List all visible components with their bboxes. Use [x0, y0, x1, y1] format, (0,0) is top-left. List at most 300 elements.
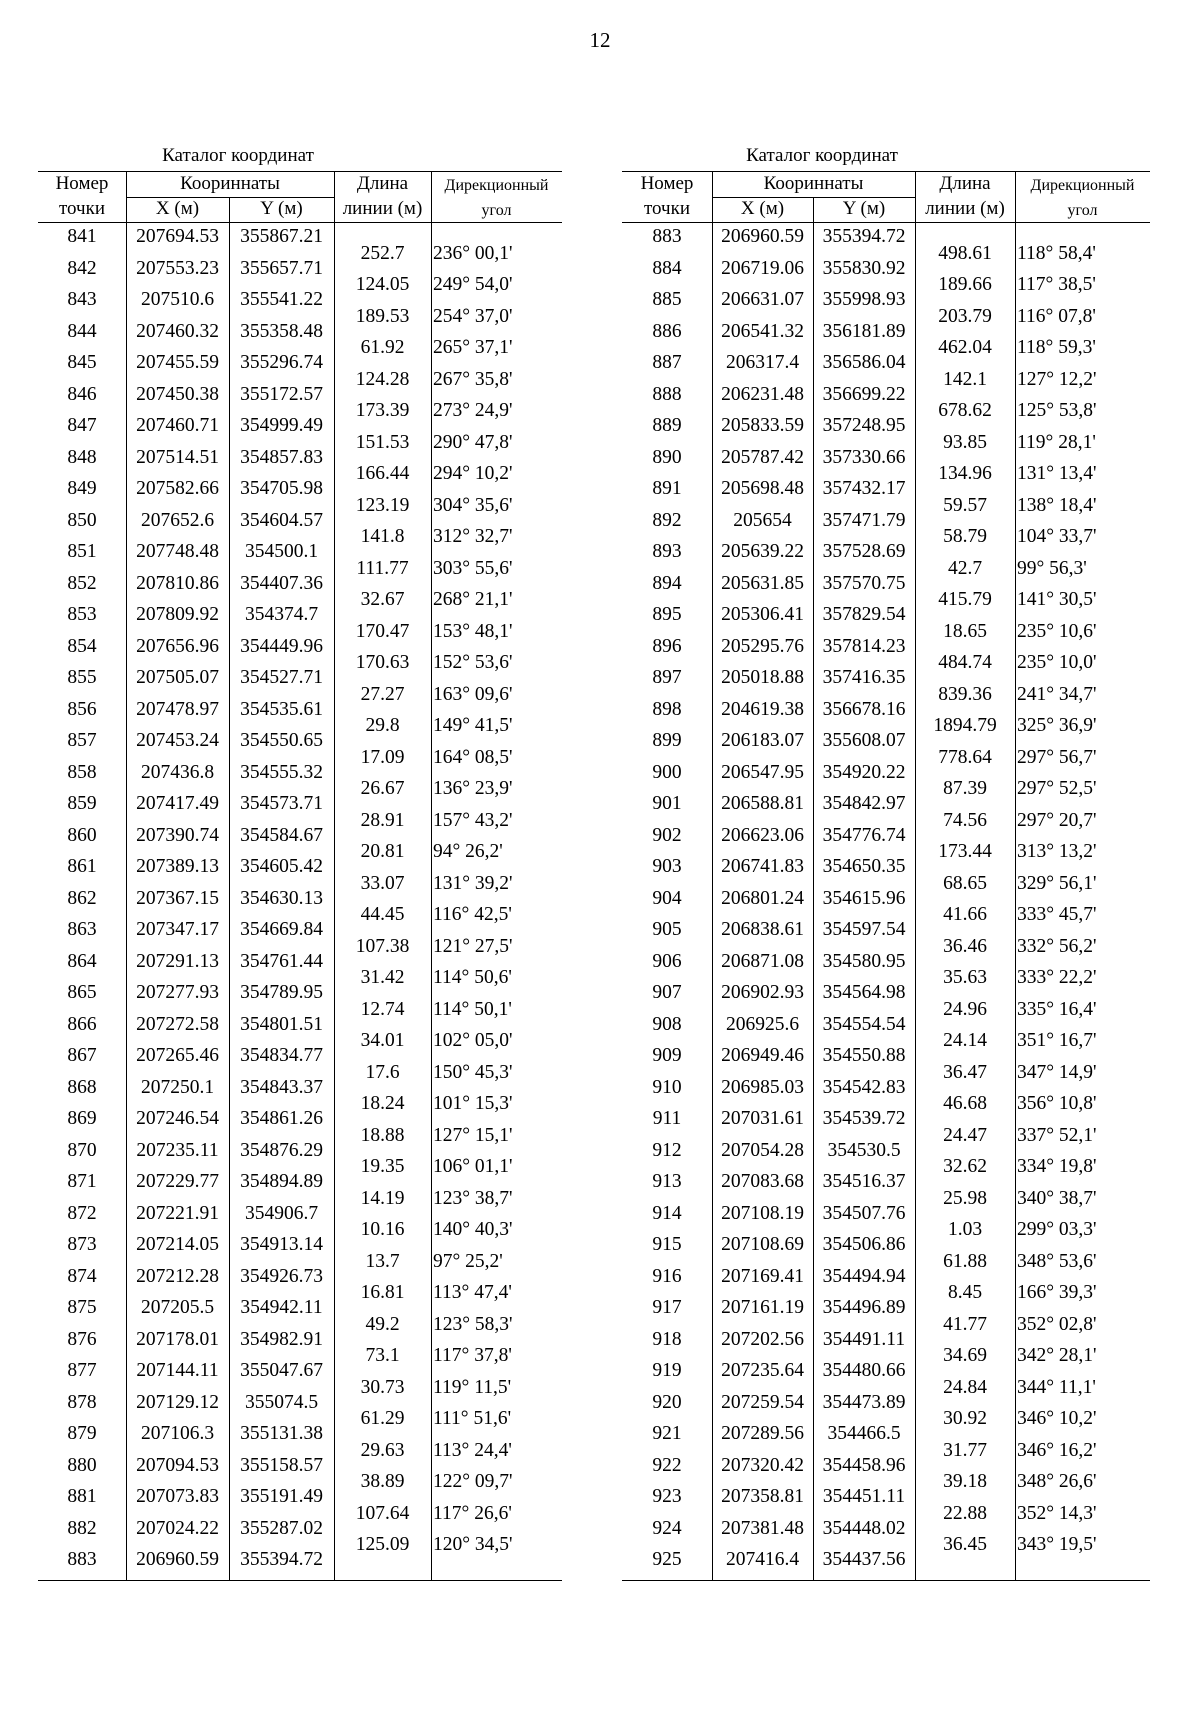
line-length: 203.79: [938, 305, 992, 327]
point-number: 908: [652, 1013, 682, 1035]
direction-angle: 116° 42,5': [433, 904, 512, 926]
point-number: 844: [67, 320, 97, 342]
line-length: 142.1: [943, 368, 987, 390]
line-length: 17.09: [360, 746, 405, 768]
coordinate-y: 355998.93: [822, 289, 906, 310]
coordinate-y: 357248.95: [822, 415, 906, 436]
coordinate-y: 357570.75: [822, 572, 906, 594]
coordinate-y: 354555.32: [240, 761, 323, 783]
line-length: 29.8: [365, 715, 400, 737]
coordinate-y: 354494.94: [822, 1265, 906, 1287]
coordinate-y: 354449.96: [240, 635, 323, 657]
coordinate-x: 206588.81: [721, 793, 804, 814]
direction-angle: 273° 24,9': [433, 400, 513, 422]
point-number: 874: [67, 1265, 97, 1287]
coordinate-y: 357416.35: [822, 667, 906, 688]
coordinate-x: 207259.54: [721, 1391, 804, 1413]
point-number: 890: [652, 446, 682, 468]
direction-angle: 352° 14,3': [1017, 1502, 1097, 1524]
coordinate-y: 354480.66: [822, 1360, 906, 1381]
line-length: 462.04: [938, 337, 992, 359]
coordinate-x: 207514.51: [136, 446, 219, 468]
coordinate-x: 207235.64: [721, 1360, 804, 1381]
point-number: 898: [652, 698, 682, 720]
line-length: 24.14: [943, 1030, 987, 1052]
coordinate-y: 354550.65: [240, 730, 323, 751]
coordinate-y: 356181.89: [822, 320, 906, 342]
line-length: 49.2: [365, 1313, 400, 1335]
coordinate-x: 207453.24: [136, 730, 219, 751]
coordinate-y: 354776.74: [822, 824, 906, 846]
direction-angle: 102° 05,0': [433, 1030, 513, 1052]
direction-angle: 116° 07,8': [1017, 305, 1096, 327]
line-length: 189.66: [938, 274, 992, 296]
line-length: 61.88: [943, 1250, 987, 1272]
coordinate-y: 354584.67: [240, 824, 323, 846]
direction-angle: 348° 26,6': [1017, 1471, 1097, 1493]
coordinate-x: 206623.06: [721, 824, 804, 846]
coordinate-y: 354491.11: [822, 1328, 906, 1350]
line-length: 32.67: [360, 589, 405, 611]
line-length: 415.79: [938, 589, 992, 611]
direction-angle: 131° 13,4': [1017, 463, 1097, 485]
header-point-label: точки: [58, 198, 105, 219]
coordinate-x: 206960.59: [136, 1549, 219, 1570]
direction-angle: 254° 37,0': [433, 305, 513, 327]
direction-angle: 265° 37,1': [433, 337, 513, 359]
coordinate-x: 207694.53: [136, 226, 219, 247]
direction-angle: 304° 35,6': [433, 494, 513, 516]
point-number: 899: [652, 730, 682, 751]
coordinate-x: 207169.41: [721, 1265, 804, 1287]
point-number: 895: [652, 604, 682, 625]
point-number: 919: [652, 1360, 682, 1381]
coordinate-x: 207582.66: [136, 478, 219, 499]
line-length: 59.57: [943, 494, 987, 516]
direction-angle: 241° 34,7': [1017, 683, 1097, 705]
coordinate-y: 355608.07: [822, 730, 906, 751]
line-length: 24.47: [943, 1124, 987, 1146]
direction-angle: 303° 55,6': [433, 557, 513, 579]
point-number: 922: [652, 1454, 682, 1476]
coordinate-x: 206231.48: [721, 383, 804, 405]
coordinate-y: 355541.22: [240, 289, 323, 310]
coordinate-x: 207106.3: [140, 1423, 215, 1444]
direction-angle: 127° 12,2': [1017, 368, 1097, 390]
line-length: 18.24: [360, 1093, 405, 1115]
point-number: 858: [67, 761, 97, 783]
point-number: 869: [67, 1108, 97, 1129]
line-length: 484.74: [938, 652, 992, 674]
line-length: 12.74: [360, 998, 405, 1020]
coordinate-x: 207024.22: [136, 1517, 219, 1539]
line-length: 252.7: [360, 242, 405, 264]
coordinate-x: 207510.6: [140, 289, 215, 310]
direction-angle: 104° 33,7': [1017, 526, 1097, 548]
point-number: 891: [652, 478, 682, 499]
coordinate-x: 207214.05: [136, 1234, 219, 1255]
direction-angle: 123° 38,7': [433, 1187, 513, 1209]
coordinate-x: 207455.59: [136, 352, 219, 373]
coordinate-x: 207460.32: [136, 320, 219, 342]
direction-angle: 342° 28,1': [1017, 1345, 1097, 1367]
coordinate-y: 355394.72: [240, 1549, 323, 1570]
direction-angle: 235° 10,6': [1017, 620, 1097, 642]
coordinate-x: 205654: [733, 509, 792, 531]
point-number: 883: [67, 1549, 97, 1570]
direction-angle: 297° 56,7': [1017, 746, 1097, 768]
line-length: 34.69: [943, 1345, 987, 1367]
point-number: 906: [652, 950, 682, 972]
coordinate-y: 355172.57: [240, 383, 323, 405]
direction-angle: 119° 11,5': [433, 1376, 512, 1398]
line-length: 8.45: [947, 1282, 983, 1304]
direction-angle: 157° 43,2': [433, 809, 513, 831]
coordinate-y: 354843.37: [240, 1076, 323, 1098]
point-number: 904: [652, 887, 682, 909]
direction-angle: 138° 18,4': [1017, 494, 1097, 516]
coordinate-x: 207478.97: [136, 698, 219, 720]
line-length: 10.16: [360, 1219, 405, 1241]
coordinate-x: 207289.56: [721, 1423, 804, 1444]
header-length-unit: линии (м): [342, 198, 423, 219]
direction-angle: 329° 56,1': [1017, 872, 1097, 894]
coordinate-x: 206871.08: [721, 950, 804, 972]
line-length: 124.28: [355, 368, 410, 390]
direction-angle: 131° 39,2': [433, 872, 513, 894]
point-number: 875: [67, 1297, 97, 1318]
line-length: 125.09: [355, 1534, 410, 1556]
header-point-number: Номер: [640, 173, 694, 194]
coordinate-y: 354542.83: [822, 1076, 906, 1098]
line-length: 13.7: [365, 1250, 400, 1272]
line-length: 18.88: [360, 1124, 405, 1146]
header-point-number: Номер: [55, 173, 109, 194]
direction-angle: 335° 16,4': [1017, 998, 1097, 1020]
direction-angle: 333° 22,2': [1017, 967, 1097, 989]
point-number: 925: [652, 1549, 682, 1570]
coordinate-y: 354650.35: [822, 856, 906, 877]
direction-angle: 249° 54,0': [433, 274, 513, 296]
page-number: 12: [589, 28, 611, 52]
header-angle: Дирекционный: [444, 177, 549, 194]
direction-angle: 337° 52,1': [1017, 1124, 1097, 1146]
coordinate-x: 206902.93: [721, 982, 804, 1003]
line-length: 14.19: [360, 1187, 405, 1209]
coordinate-y: 354496.89: [822, 1297, 906, 1318]
coordinate-y: 354573.71: [240, 793, 323, 814]
coordinate-y: 355158.57: [240, 1454, 323, 1476]
direction-angle: 121° 27,5': [433, 935, 513, 957]
point-number: 867: [67, 1045, 97, 1066]
point-number: 876: [67, 1328, 97, 1350]
line-length: 32.62: [943, 1156, 987, 1178]
point-number: 850: [67, 509, 97, 531]
coordinate-x: 207358.81: [721, 1486, 804, 1507]
line-length: 173.44: [938, 841, 992, 863]
direction-angle: 150° 45,3': [433, 1061, 513, 1083]
point-number: 884: [652, 257, 682, 279]
line-length: 123.19: [355, 494, 410, 516]
point-number: 910: [652, 1076, 682, 1098]
point-number: 907: [652, 982, 682, 1003]
line-length: 33.07: [360, 872, 405, 894]
point-number: 841: [67, 226, 97, 247]
direction-angle: 313° 13,2': [1017, 841, 1097, 863]
point-number: 849: [67, 478, 97, 499]
direction-angle: 114° 50,1': [433, 998, 512, 1020]
coordinate-x: 206631.07: [721, 289, 804, 310]
coordinate-y: 354761.44: [240, 950, 323, 972]
point-number: 889: [652, 415, 682, 436]
coordinate-x: 207291.13: [136, 950, 219, 972]
direction-angle: 346° 16,2': [1017, 1439, 1097, 1461]
line-length: 93.85: [943, 431, 987, 453]
direction-angle: 122° 09,7': [433, 1471, 513, 1493]
line-length: 16.81: [360, 1282, 405, 1304]
point-number: 896: [652, 635, 682, 657]
line-length: 134.96: [938, 463, 992, 485]
point-number: 920: [652, 1391, 682, 1413]
point-number: 848: [67, 446, 97, 468]
direction-angle: 164° 08,5': [433, 746, 513, 768]
coordinate-y: 354857.83: [240, 446, 323, 468]
coordinate-x: 205631.85: [721, 572, 804, 594]
direction-angle: 136° 23,9': [433, 778, 513, 800]
coordinate-y: 357432.17: [822, 478, 906, 499]
point-number: 901: [652, 793, 682, 814]
line-length: 778.64: [938, 746, 992, 768]
coordinate-y: 354894.89: [240, 1171, 323, 1192]
line-length: 189.53: [355, 305, 410, 327]
direction-angle: 152° 53,6': [433, 652, 513, 674]
header-y: Y (м): [842, 198, 886, 219]
line-length: 31.42: [360, 967, 405, 989]
point-number: 887: [652, 352, 682, 373]
direction-angle: 166° 39,3': [1017, 1282, 1097, 1304]
point-number: 862: [67, 887, 97, 909]
coordinate-x: 207277.93: [136, 982, 219, 1003]
line-length: 151.53: [355, 431, 410, 453]
coordinate-x: 206838.61: [721, 919, 804, 940]
line-length: 73.1: [365, 1345, 400, 1367]
direction-angle: 352° 02,8': [1017, 1313, 1097, 1335]
coordinate-x: 207108.19: [721, 1202, 804, 1224]
coordinate-y: 354906.7: [244, 1202, 319, 1224]
coordinate-y: 354942.11: [240, 1297, 323, 1318]
point-number: 905: [652, 919, 682, 940]
point-number: 851: [67, 541, 97, 562]
coordinate-x: 207748.48: [136, 541, 219, 562]
coordinate-x: 207054.28: [721, 1139, 804, 1161]
point-number: 855: [67, 667, 97, 688]
coordinate-x: 207235.11: [136, 1139, 219, 1161]
direction-angle: 333° 45,7': [1017, 904, 1097, 926]
direction-angle: 140° 40,3': [433, 1219, 513, 1241]
coordinate-x: 207250.1: [140, 1076, 215, 1098]
header-length-unit: линии (м): [925, 198, 1005, 219]
direction-angle: 325° 36,9': [1017, 715, 1097, 737]
coordinate-y: 354516.37: [822, 1171, 906, 1192]
point-number: 917: [652, 1297, 682, 1318]
coordinate-y: 357829.54: [822, 604, 906, 625]
coordinate-x: 207320.42: [721, 1454, 804, 1476]
coordinate-y: 355867.21: [240, 226, 323, 247]
coordinate-y: 354604.57: [240, 509, 323, 531]
direction-angle: 297° 52,5': [1017, 778, 1097, 800]
coordinate-y: 355047.67: [240, 1360, 323, 1381]
coordinate-x: 207178.01: [136, 1328, 219, 1350]
coordinate-y: 354466.5: [827, 1423, 901, 1444]
direction-angle: 343° 19,5': [1017, 1534, 1097, 1556]
coordinate-x: 206985.03: [721, 1076, 804, 1098]
point-number: 882: [67, 1517, 97, 1539]
direction-angle: 347° 14,9': [1017, 1061, 1097, 1083]
coordinate-y: 354530.5: [827, 1139, 901, 1161]
line-length: 74.56: [943, 809, 987, 831]
coordinate-y: 354982.91: [240, 1328, 323, 1350]
coordinate-y: 354615.96: [822, 887, 906, 909]
coordinate-y: 354451.11: [822, 1486, 906, 1507]
direction-angle: 268° 21,1': [433, 589, 513, 611]
coordinate-x: 204619.38: [721, 698, 804, 720]
coordinate-y: 355074.5: [244, 1391, 319, 1413]
line-length: 839.36: [938, 683, 992, 705]
line-length: 1894.79: [933, 715, 997, 737]
coordinate-y: 355131.38: [240, 1423, 323, 1444]
coordinate-y: 354539.72: [822, 1108, 906, 1129]
direction-angle: 149° 41,5': [433, 715, 513, 737]
header-point-label: точки: [643, 198, 690, 219]
coordinate-x: 207381.48: [721, 1517, 804, 1539]
header-x: X (м): [740, 198, 785, 219]
coordinate-x: 207094.53: [136, 1454, 219, 1476]
coordinate-x: 206183.07: [721, 730, 804, 751]
direction-angle: 117° 26,6': [433, 1502, 512, 1524]
coordinate-y: 354407.36: [240, 572, 323, 594]
point-number: 916: [652, 1265, 682, 1287]
coordinate-x: 206949.46: [721, 1045, 804, 1066]
coordinate-y: 355358.48: [240, 320, 323, 342]
coordinate-y: 354554.54: [822, 1013, 906, 1035]
coordinate-x: 207221.91: [136, 1202, 219, 1224]
coordinate-y: 356586.04: [822, 352, 906, 373]
coordinate-x: 207272.58: [136, 1013, 219, 1035]
header-x: X (м): [155, 198, 200, 219]
direction-angle: 297° 20,7': [1017, 809, 1097, 831]
point-number: 878: [67, 1391, 97, 1413]
coordinate-y: 355830.92: [822, 257, 906, 279]
line-length: 61.29: [360, 1408, 405, 1430]
direction-angle: 290° 47,8': [433, 431, 513, 453]
coordinate-y: 354437.56: [822, 1549, 906, 1570]
coordinate-x: 206741.83: [721, 856, 804, 877]
point-number: 861: [67, 856, 97, 877]
coordinate-x: 206801.24: [721, 887, 804, 909]
line-length: 22.88: [943, 1502, 987, 1524]
header-length: Длина: [939, 173, 991, 194]
line-length: 107.64: [355, 1502, 410, 1524]
coordinate-x: 207417.49: [136, 793, 219, 814]
coordinate-x: 207108.69: [721, 1234, 804, 1255]
point-number: 886: [652, 320, 682, 342]
coordinate-y: 354669.84: [240, 919, 323, 940]
direction-angle: 106° 01,1': [433, 1156, 513, 1178]
coordinate-x: 206925.6: [725, 1013, 800, 1035]
line-length: 36.47: [943, 1061, 987, 1083]
direction-angle: 123° 58,3': [433, 1313, 513, 1335]
point-number: 924: [652, 1517, 682, 1539]
catalog-caption: Каталог координат: [746, 145, 898, 166]
coordinate-y: 356678.16: [822, 698, 906, 720]
coordinate-y: 354535.61: [240, 698, 323, 720]
point-number: 859: [67, 793, 97, 814]
point-number: 847: [67, 415, 97, 436]
coordinate-y: 354789.95: [240, 982, 323, 1003]
coordinate-y: 354564.98: [822, 982, 906, 1003]
point-number: 894: [652, 572, 682, 594]
direction-angle: 334° 19,8': [1017, 1156, 1097, 1178]
table-body: [38, 221, 562, 1581]
line-length: 678.62: [938, 400, 992, 422]
line-length: 141.8: [360, 526, 405, 548]
coordinate-x: 207212.28: [136, 1265, 219, 1287]
coordinate-y: 354500.1: [244, 541, 319, 562]
direction-angle: 299° 03,3': [1017, 1219, 1097, 1241]
direction-angle: 348° 53,6': [1017, 1250, 1097, 1272]
point-number: 897: [652, 667, 682, 688]
direction-angle: 163° 09,6': [433, 683, 513, 705]
direction-angle: 125° 53,8': [1017, 400, 1097, 422]
coordinate-x: 206719.06: [721, 257, 804, 279]
point-number: 857: [67, 730, 97, 751]
direction-angle: 117° 38,5': [1017, 274, 1096, 296]
coordinate-y: 357330.66: [822, 446, 906, 468]
line-length: 20.81: [360, 841, 405, 863]
direction-angle: 113° 47,4': [433, 1282, 512, 1304]
direction-angle: 346° 10,2': [1017, 1408, 1097, 1430]
point-number: 883: [652, 226, 682, 247]
direction-angle: 267° 35,8': [433, 368, 513, 390]
line-length: 17.6: [365, 1061, 400, 1083]
direction-angle: 141° 30,5': [1017, 589, 1097, 611]
line-length: 41.66: [943, 904, 987, 926]
coordinate-x: 207229.77: [136, 1171, 219, 1192]
line-length: 87.39: [943, 778, 987, 800]
coordinate-x: 207809.92: [136, 604, 219, 625]
coordinate-y: 354473.89: [822, 1391, 906, 1413]
direction-angle: 119° 28,1': [1017, 431, 1096, 453]
coordinate-x: 207390.74: [136, 824, 219, 846]
line-length: 24.84: [943, 1376, 987, 1398]
coordinate-x: 207810.86: [136, 572, 219, 594]
line-length: 27.27: [360, 683, 405, 705]
coordinate-y: 355657.71: [240, 257, 323, 279]
direction-angle: 117° 37,8': [433, 1345, 512, 1367]
coordinate-y: 354926.73: [240, 1265, 323, 1287]
direction-angle: 111° 51,6': [433, 1408, 512, 1430]
coordinate-y: 354605.42: [240, 856, 323, 877]
line-length: 42.7: [947, 557, 983, 579]
direction-angle: 351° 16,7': [1017, 1030, 1097, 1052]
table-header: [622, 171, 1150, 223]
line-length: 31.77: [943, 1439, 987, 1461]
line-length: 44.45: [360, 904, 405, 926]
coordinate-x: 207246.54: [136, 1108, 219, 1129]
coordinate-y: 355191.49: [240, 1486, 323, 1507]
coordinate-y: 354506.86: [822, 1234, 906, 1255]
point-number: 860: [67, 824, 97, 846]
